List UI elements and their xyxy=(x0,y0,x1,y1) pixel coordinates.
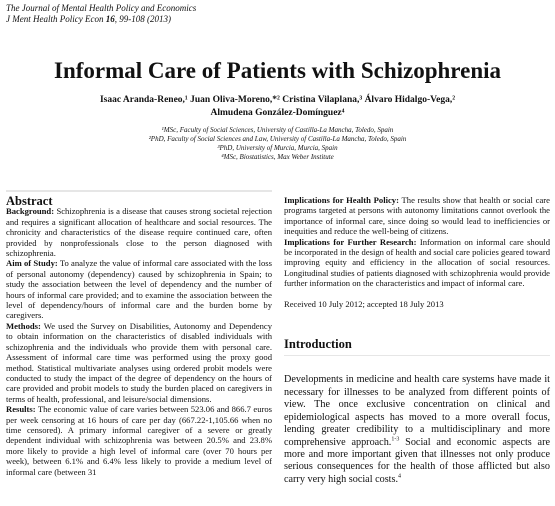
author-line-2: Almudena González-Domínguez⁴ xyxy=(210,108,345,118)
affiliation-4: ⁴MSc, Biostatistics, Max Weber Institute xyxy=(221,153,334,161)
affiliation-3: ³PhD, University of Murcia, Murcia, Spain xyxy=(217,144,338,152)
affiliation-2: ²PhD, Faculty of Social Sciences and Law, University of Castilla-La Mancha, Toledo, Spain xyxy=(148,135,407,143)
affiliation-1: ¹MSc, Faculty of Social Sciences, University of Castilla-La Mancha, Toledo, Spain xyxy=(161,126,394,134)
introduction-text: Developments in medicine and health care systems have made it necessary for illnesses to be analyzed from different points of view. The once exclusive concentration on clinical and epidemiological aspects has moved to a more overall focus, lending greater credibility to a multidisciplinary and more comprehensive approach.$^{1-3}$ Social and economic aspects are more and more important given that illnesses not only produce serious consequences for the health of those afflicted but also carry very high social costs.$^4$ xyxy=(284,374,550,485)
abstract-background: Background: Schizophrenia is a disease that causes strong societal rejection and requires a significant allocation of healthcare and social resources. The chronicity and characteristics of the disease require continued care, often provided by nonprofessionals close to the person diagnosed with schizophrenia. xyxy=(6,206,272,259)
abstract-heading-rule xyxy=(6,190,272,192)
right-column xyxy=(284,195,550,486)
author-line-1: Isaac Aranda-Reneo,¹ Juan Oliva-Moreno,*² Cristina Vilaplana,³ Álvaro Hidalgo-Vega,² xyxy=(99,95,456,105)
abstract-results: Results: The economic value of care varies between 523.06 and 866.7 euros per week censoring at 16 hours of care per day (667.22-1,105.66 when no time censored). A primary informal caregiver of a severe or greatly dependent individual with schizophrenia was between 20.5% and 23.8% more likely to provide a high level of informal care (over 70 hours per week), between 6.1% and 6.4% less likely to provide a medium level of informal care (between 31 xyxy=(6,404,272,477)
author-list xyxy=(0,94,555,120)
journal-volume: 16 xyxy=(105,14,115,24)
introduction-heading-rule xyxy=(284,355,550,356)
journal-name: The Journal of Mental Health Policy and Economics xyxy=(6,3,197,13)
received-date: Received 10 July 2012; accepted 18 July 2013 xyxy=(284,298,444,309)
implications-further-research: Implications for Further Research: Information on informal care should be incorporated in the design of health and social care policies geared toward improving equity and efficiency in the allocation of social resources. Longitudinal studies of patients diagnosed with schizophrenia would provide further information on the characteristics and impact of informal care. xyxy=(284,236,550,289)
paper-title: Informal Care of Patients with Schizophrenia xyxy=(54,58,501,83)
left-column xyxy=(6,196,272,477)
abstract-methods: Methods: We used the Survey on Disabilities, Autonomy and Dependency to obtain information on the characteristics of disabled individuals with schizophrenia and the individuals who provide them with personal care. Assessment of informal care time was performed using the proxy good method. Statistical multivariate analyses using ordered probit models were conducted to study the impact of the degree of dependency on the hours of care provided and probit models to study the burden placed on caregivers in terms of health, professional, and leisure/social dimensions. xyxy=(6,320,272,404)
affiliations xyxy=(0,126,555,162)
citation-ref: 4 xyxy=(398,473,402,480)
introduction-heading: Introduction xyxy=(284,337,352,352)
abstract-aim: Aim of Study: To analyze the value of informal care associated with the loss of personal autonomy (dependency) caused by schizophrenia in Spain; to study the association between the level of dependency and the number of hours of informal care provided; and to examine the association between the level of dependency/hours of informal care and the burden borne by caregivers. xyxy=(6,258,272,321)
journal-citation: J Ment Health Policy Econ 16, 99-108 (2013) xyxy=(6,14,171,24)
journal-header xyxy=(6,3,196,25)
abstract-heading: Abstract xyxy=(6,194,53,208)
citation-ref: 1-3 xyxy=(391,436,400,443)
implications-health-policy: Implications for Health Policy: The results show that health or social care programs targeted at persons with autonomy limitations cannot overlook the importance of informal care, since doing so would lead to inefficiencies or inequities and reduce the well-being of citizens. xyxy=(284,195,550,237)
